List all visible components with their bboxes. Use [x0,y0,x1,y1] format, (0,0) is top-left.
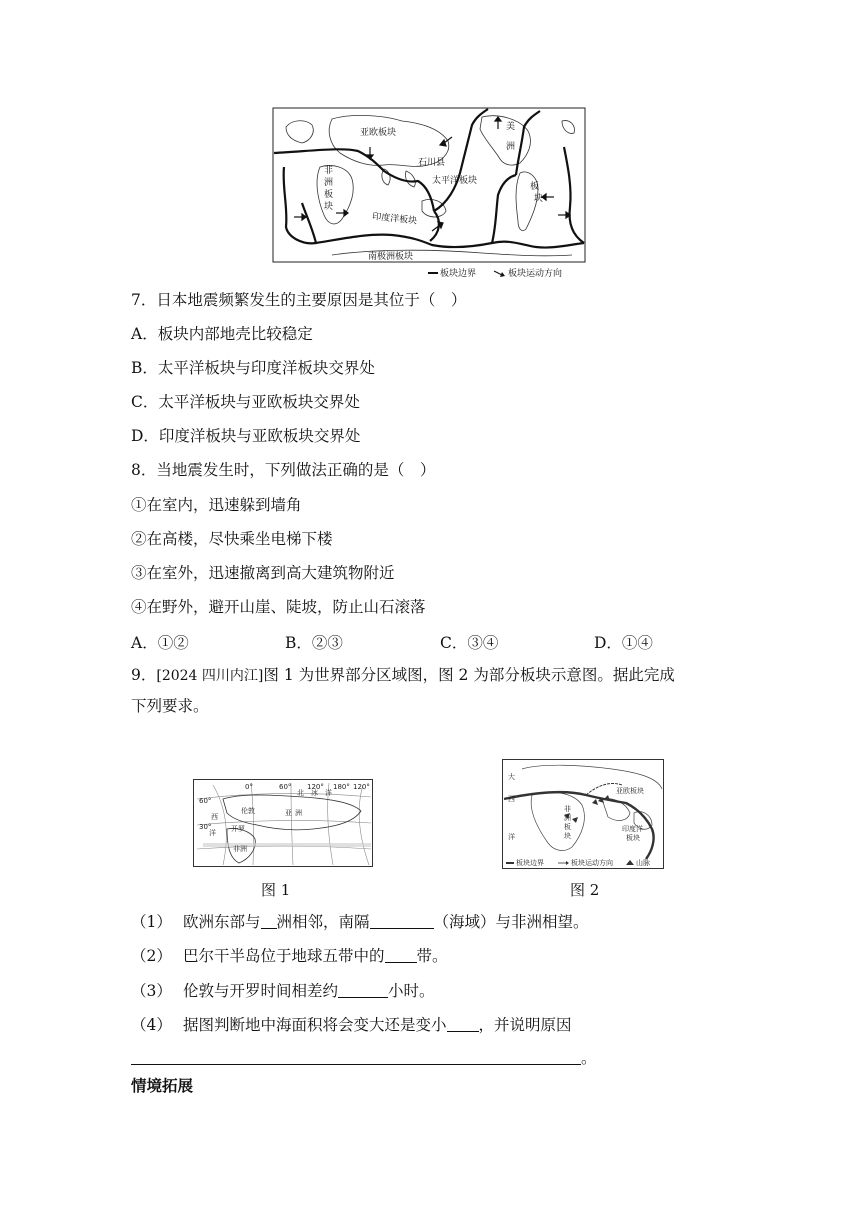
svg-text:亚: 亚 [285,809,292,817]
map-legend [428,267,562,279]
svg-text:西: 西 [508,795,515,803]
q8-option-b: B．②③ [285,634,343,652]
svg-text:120°: 120° [353,783,370,791]
svg-text:板块: 板块 [626,834,640,842]
svg-text:块: 块 [534,194,544,204]
svg-text:洋: 洋 [508,833,515,841]
svg-text:美: 美 [506,122,516,132]
q9-stem-text: 图 1 为世界部分区域图，图 2 为部分板块示意图。据此完成 [263,666,675,684]
q9-number: 9． [131,666,157,684]
svg-text:大: 大 [508,773,515,781]
svg-text:非: 非 [564,805,571,813]
svg-text:山脉: 山脉 [636,859,650,867]
svg-text:板块边界: 板块边界 [440,269,477,279]
svg-text:60°: 60° [279,783,292,791]
answer-blank[interactable] [338,983,388,998]
svg-text:洋: 洋 [325,789,332,797]
answer-blank[interactable] [261,914,277,929]
label-antarctic-plate: 南极洲板块 [368,252,414,262]
answer-blank[interactable] [385,948,417,963]
figure-2-caption: 图 2 [570,881,600,899]
q9-sub-4: （4） 据图判断地中海面积将会变大还是变小 ，并说明原因 [131,1016,572,1034]
q9-stem-line1 [131,665,675,686]
q9-sub-4-answer-line: 。 [131,1048,597,1068]
svg-text:30°: 30° [199,823,212,831]
q7-option-d: D．印度洋板块与亚欧板块交界处 [131,427,361,445]
svg-text:板块运动方向: 板块运动方向 [508,269,563,279]
svg-text:板: 板 [324,190,334,200]
svg-text:洲: 洲 [564,814,571,822]
q8-options [131,631,691,651]
svg-text:180°: 180° [333,783,350,791]
svg-text:120°: 120° [307,783,324,791]
q9-sub-3: （3） 伦敦与开罗时间相差约 小时。 [131,982,435,1000]
svg-text:60°: 60° [199,797,212,805]
q7-option-b: B．太平洋板块与印度洋板块交界处 [131,359,375,377]
q9-stem-line2: 下列要求。 [131,697,209,715]
figure-2-map [502,759,664,869]
svg-text:洲: 洲 [295,809,302,817]
svg-text:板: 板 [564,823,571,831]
svg-text:亚欧板块: 亚欧板块 [616,787,644,795]
q9-sub-2: （2） 巴尔干半岛位于地球五带中的 带。 [131,947,448,965]
svg-text:洋: 洋 [209,829,216,837]
svg-text:板块运动方向: 板块运动方向 [571,859,613,867]
q8-item-1: ①在室内，迅速躲到墙角 [131,496,302,514]
svg-text:伦敦: 伦敦 [241,807,255,815]
q9-source: [2024 四川内江] [156,668,264,684]
answer-blank[interactable] [370,914,434,929]
q8-option-d: D．①④ [594,634,653,652]
q9-sub-1: （1） 欧洲东部与 洲相邻，南隔 （海域）与非洲相望。 [131,913,589,931]
q8-option-a: A．①② [131,634,189,652]
q7-stem: 7．日本地震频繁发生的主要原因是其位于（ ） [131,291,467,309]
answer-blank[interactable] [131,1050,581,1065]
q7-option-c: C．太平洋板块与亚欧板块交界处 [131,393,360,411]
q7-option-a: A．板块内部地壳比较稳定 [131,325,313,343]
q8-item-3: ③在室外，迅速撤离到高大建筑物附近 [131,564,395,582]
svg-text:洲: 洲 [324,178,334,188]
label-pacific-plate: 太平洋板块 [432,176,478,186]
svg-text:开罗: 开罗 [231,825,245,833]
figure-1-map [193,779,373,867]
svg-text:印度洋: 印度洋 [622,825,643,833]
svg-text:块: 块 [324,202,334,212]
svg-text:0°: 0° [245,783,253,791]
label-indian-plate: 印度洋板块 [371,212,418,227]
svg-text:非: 非 [324,166,334,176]
svg-text:非洲: 非洲 [233,845,247,853]
figure-1-caption: 图 1 [261,881,291,899]
svg-text:板: 板 [530,182,540,192]
svg-text:洲: 洲 [506,142,516,152]
section-heading: 情境拓展 [131,1077,194,1095]
svg-text:块: 块 [564,832,571,840]
q8-item-2: ②在高楼，尽快乘坐电梯下楼 [131,530,333,548]
q8-item-4: ④在野外，避开山崖、陡坡，防止山石滚落 [131,598,426,616]
label-ishikawa: 石川县 [418,158,446,168]
q8-option-c: C．③④ [440,634,499,652]
plate-map-figure [272,107,588,279]
svg-text:西: 西 [211,813,218,821]
answer-blank[interactable] [447,1017,479,1032]
svg-text:冰: 冰 [311,789,318,797]
svg-text:板块边界: 板块边界 [516,859,544,867]
label-eurasian-plate: 亚欧板块 [360,128,397,138]
svg-text:北: 北 [297,789,304,797]
q8-stem: 8．当地震发生时，下列做法正确的是（ ） [131,461,436,479]
